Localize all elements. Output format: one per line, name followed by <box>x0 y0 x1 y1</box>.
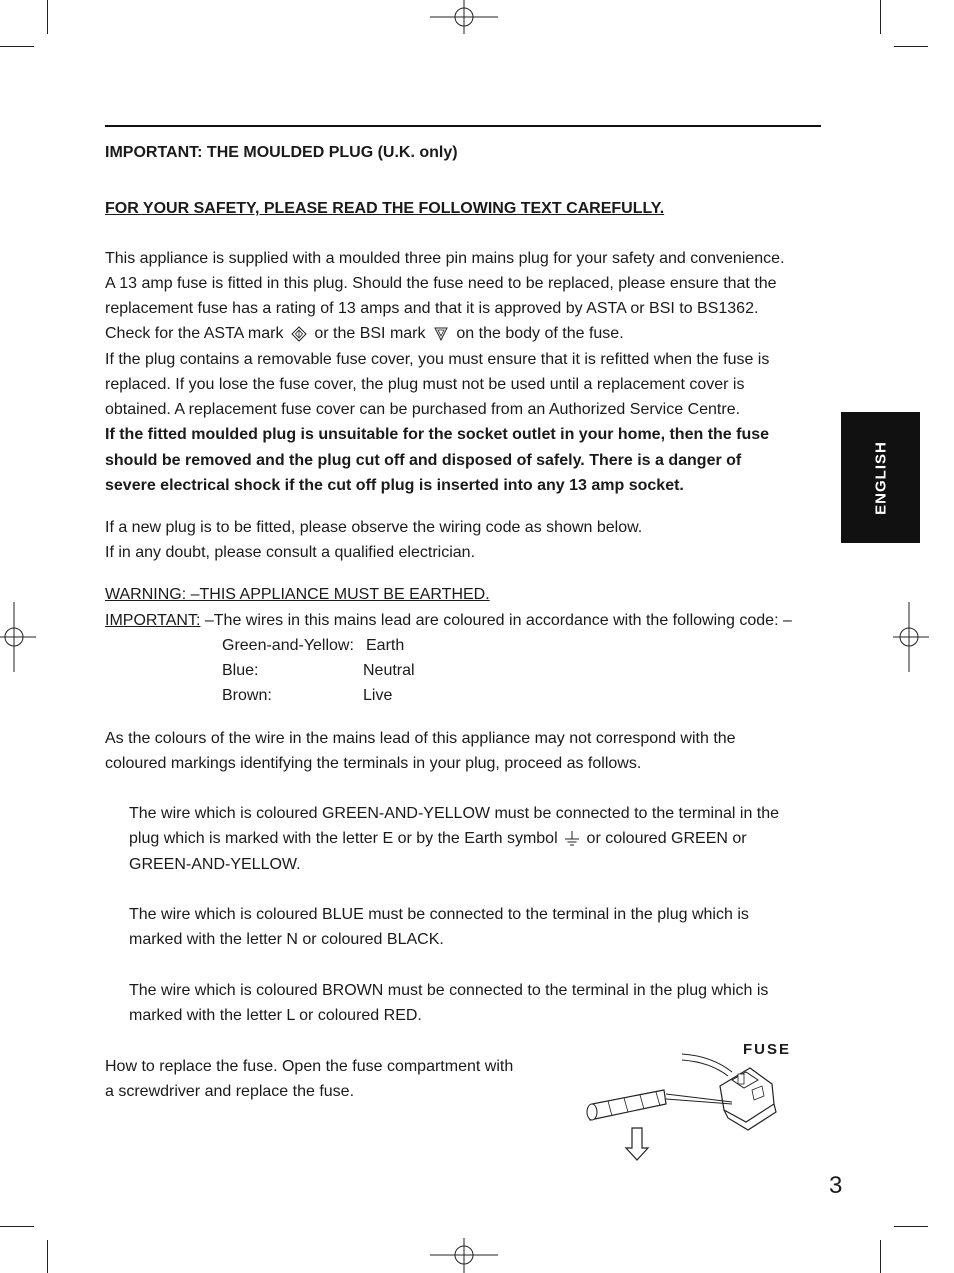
bsi-mark-icon <box>430 325 452 343</box>
page-number: 3 <box>829 1172 843 1199</box>
paragraph-line: The wire which is coloured BLUE must be connected to the terminal in the plug which is <box>129 906 749 923</box>
paragraph-line: GREEN-AND-YELLOW. <box>129 856 301 873</box>
paragraph-line: marked with the letter N or coloured BLACK. <box>129 931 444 948</box>
paragraph-line: a screwdriver and replace the fuse. <box>105 1083 355 1100</box>
screwdriver-plug-illustration <box>582 1046 782 1164</box>
paragraph-line: As the colours of the wire in the mains lead of this appliance may not correspond with the <box>105 730 736 747</box>
crop-mark <box>47 0 48 34</box>
wire-function: Live <box>363 687 393 704</box>
crop-mark <box>0 1226 34 1227</box>
wire-colour: Green-and-Yellow: <box>222 637 354 654</box>
bold-warning-line: should be removed and the plug cut off and disposed of safely. There is a danger of <box>105 452 742 469</box>
wire-function: Earth <box>366 637 405 654</box>
safety-heading: FOR YOUR SAFETY, PLEASE READ THE FOLLOWING TEXT CAREFULLY. <box>105 200 665 217</box>
paragraph-line <box>105 321 624 346</box>
paragraph-line: marked with the letter L or coloured RED. <box>129 1007 422 1024</box>
earthed-warning: WARNING: –THIS APPLIANCE MUST BE EARTHED. <box>105 586 490 603</box>
wire-function: Neutral <box>363 662 415 679</box>
earth-symbol-icon <box>562 829 582 849</box>
asta-text: Check for the ASTA mark <box>105 325 284 342</box>
asta-mark-icon <box>288 325 310 343</box>
language-tab <box>841 412 920 543</box>
paragraph-line: The wire which is coloured BROWN must be connected to the terminal in the plug which is <box>129 982 769 999</box>
paragraph-line: If in any doubt, please consult a qualified electrician. <box>105 544 476 561</box>
paragraph-line: obtained. A replacement fuse cover can be purchased from an Authorized Service Centre. <box>105 401 741 418</box>
paragraph-line: How to replace the fuse. Open the fuse compartment with <box>105 1058 514 1075</box>
paragraph-line: The wire which is coloured GREEN-AND-YELLOW must be connected to the terminal in the <box>129 805 780 822</box>
paragraph-line: replaced. If you lose the fuse cover, the plug must not be used until a replacement cover is <box>105 376 745 393</box>
registration-mark-icon <box>430 0 498 36</box>
paragraph-line: If a new plug is to be fitted, please observe the wiring code as shown below. <box>105 519 643 536</box>
important-line <box>105 608 792 633</box>
paragraph-line: A 13 amp fuse is fitted in this plug. Should the fuse need to be replaced, please ensure that the <box>105 275 777 292</box>
wire-colour: Blue: <box>222 662 259 679</box>
crop-mark <box>47 1240 48 1273</box>
paragraph-line: coloured markings identifying the terminals in your plug, proceed as follows. <box>105 755 642 772</box>
top-rule <box>105 125 821 127</box>
important-text: –The wires in this mains lead are coloured in accordance with the following code: – <box>200 612 792 629</box>
fuse-body-text: on the body of the fuse. <box>456 325 624 342</box>
registration-mark-icon <box>430 1238 498 1273</box>
paragraph-line: If the plug contains a removable fuse cover, you must ensure that it is refitted when the fuse is <box>105 351 770 368</box>
earth-text-end: or coloured GREEN or <box>586 830 747 847</box>
registration-mark-icon <box>0 602 36 672</box>
crop-mark <box>880 1240 881 1273</box>
paragraph-line <box>129 826 747 851</box>
wire-colour: Brown: <box>222 687 272 704</box>
page-heading: IMPORTANT: THE MOULDED PLUG (U.K. only) <box>105 144 458 161</box>
language-tab-label: ENGLISH <box>872 440 889 515</box>
earth-text: plug which is marked with the letter E or by the Earth symbol <box>129 830 558 847</box>
crop-mark <box>880 0 881 34</box>
registration-mark-icon <box>893 602 929 672</box>
bold-warning-line: If the fitted moulded plug is unsuitable for the socket outlet in your home, then the fuse <box>105 426 770 443</box>
crop-mark <box>894 1226 928 1227</box>
important-label: IMPORTANT: <box>105 612 201 629</box>
crop-mark <box>0 46 34 47</box>
paragraph-line: This appliance is supplied with a moulded three pin mains plug for your safety and convenience. <box>105 250 785 267</box>
bold-warning-line: severe electrical shock if the cut off plug is inserted into any 13 amp socket. <box>105 477 684 494</box>
fuse-label: FUSE <box>743 1041 792 1058</box>
bsi-text: or the BSI mark <box>314 325 426 342</box>
crop-mark <box>894 46 928 47</box>
paragraph-line: replacement fuse has a rating of 13 amps and that it is approved by ASTA or BSI to BS1362. <box>105 300 759 317</box>
